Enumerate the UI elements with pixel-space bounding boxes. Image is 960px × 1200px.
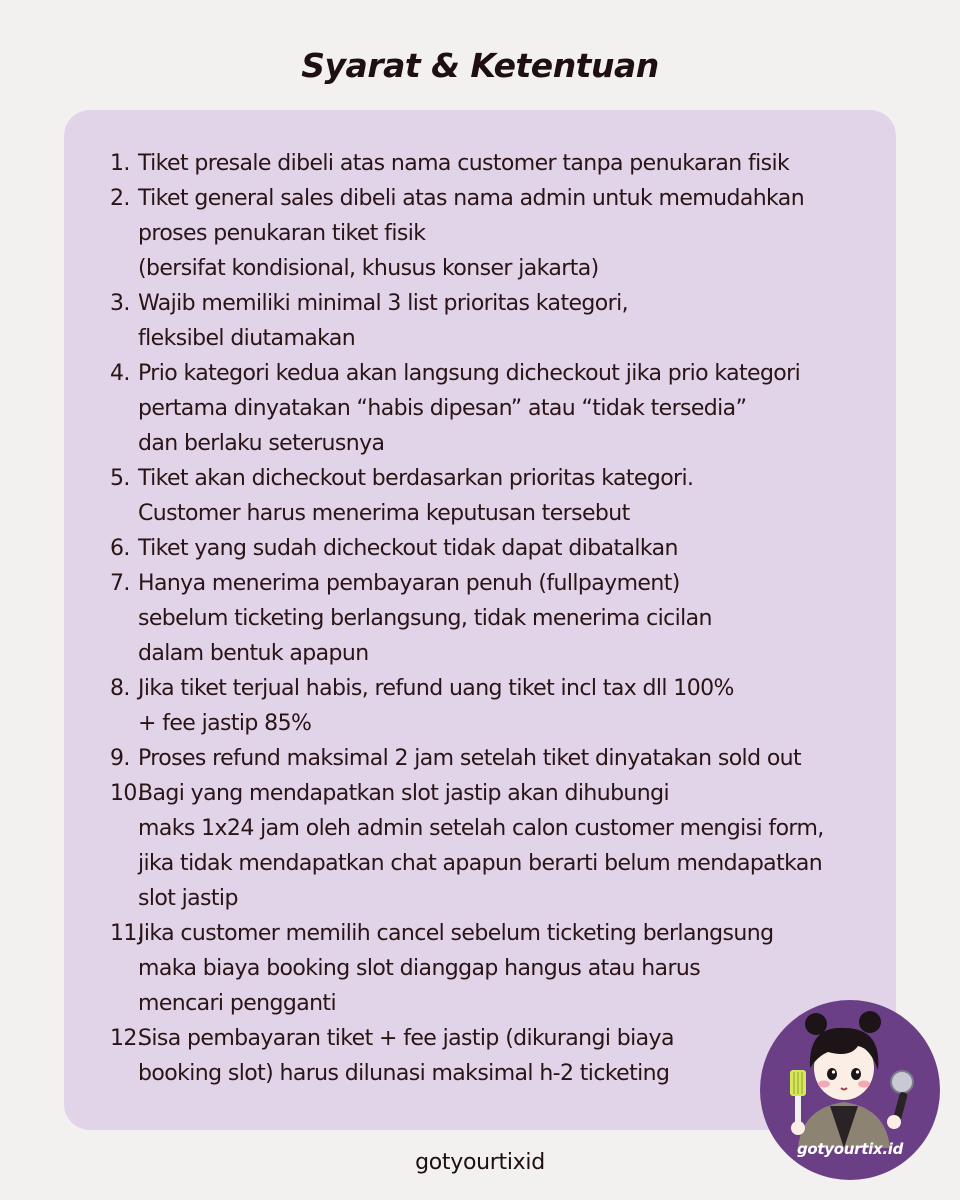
term-number: 1. (110, 151, 130, 176)
term-line: fleksibel diutamakan (138, 326, 356, 351)
term-line: Jika tiket terjual habis, refund uang tiket incl tax dll 100% (138, 676, 734, 701)
terms-list (110, 146, 890, 1091)
term-line: + fee jastip 85% (138, 711, 312, 736)
term-number: 5. (110, 466, 130, 491)
term-number: 8. (110, 676, 130, 701)
term-line: Hanya menerima pembayaran penuh (fullpayment) (138, 571, 680, 596)
term-text (138, 566, 890, 671)
term-line: booking slot) harus dilunasi maksimal h-2 ticketing (138, 1061, 670, 1086)
term-line: Proses refund maksimal 2 jam setelah tiket dinyatakan sold out (138, 746, 802, 771)
term-line: jika tidak mendapatkan chat apapun berarti belum mendapatkan (138, 851, 823, 876)
term-line: Wajib memiliki minimal 3 list prioritas kategori, (138, 291, 628, 316)
page-title: Syarat & Ketentuan (301, 46, 659, 85)
term-text (138, 181, 890, 286)
term-line: Tiket yang sudah dicheckout tidak dapat dibatalkan (138, 536, 678, 561)
term-line: (bersifat kondisional, khusus konser jakarta) (138, 256, 599, 281)
term-text (138, 461, 890, 531)
term-item (110, 146, 890, 181)
term-text (138, 286, 890, 356)
term-line: Sisa pembayaran tiket + fee jastip (dikurangi biaya (138, 1026, 674, 1051)
term-line: proses penukaran tiket fisik (138, 221, 426, 246)
term-text (138, 776, 890, 916)
term-item (110, 461, 890, 531)
term-line: pertama dinyatakan “habis dipesan” atau “tidak tersedia” (138, 396, 747, 421)
term-item (110, 776, 890, 916)
term-line: Tiket presale dibeli atas nama customer tanpa penukaran fisik (138, 151, 790, 176)
term-number: 10. (110, 781, 144, 806)
term-item (110, 741, 890, 776)
term-number: 3. (110, 291, 130, 316)
term-line: Jika customer memilih cancel sebelum ticketing berlangsung (138, 921, 774, 946)
term-number: 9. (110, 746, 130, 771)
term-line: Tiket akan dicheckout berdasarkan prioritas kategori. (138, 466, 694, 491)
term-line: Customer harus menerima keputusan tersebut (138, 501, 630, 526)
term-text (138, 356, 890, 461)
term-number: 7. (110, 571, 130, 596)
term-item (110, 531, 890, 566)
term-number: 4. (110, 361, 130, 386)
term-number: 6. (110, 536, 130, 561)
brand-logo (758, 998, 942, 1182)
term-text (138, 531, 890, 566)
term-item (110, 286, 890, 356)
footer-handle: gotyourtixid (415, 1150, 545, 1175)
term-line: sebelum ticketing berlangsung, tidak menerima cicilan (138, 606, 712, 631)
term-item (110, 671, 890, 741)
term-line: Tiket general sales dibeli atas nama admin untuk memudahkan (138, 186, 805, 211)
term-line: Prio kategori kedua akan langsung dicheckout jika prio kategori (138, 361, 801, 386)
term-number: 2. (110, 186, 130, 211)
term-item (110, 356, 890, 461)
term-text (138, 741, 890, 776)
term-line: dalam bentuk apapun (138, 641, 369, 666)
logo-text: gotyourtix.id (796, 1140, 904, 1158)
term-text (138, 146, 890, 181)
term-line: dan berlaku seterusnya (138, 431, 385, 456)
term-text (138, 671, 890, 741)
term-item (110, 566, 890, 671)
term-line: maks 1x24 jam oleh admin setelah calon customer mengisi form, (138, 816, 824, 841)
term-number: 11. (110, 921, 144, 946)
term-line: mencari pengganti (138, 991, 336, 1016)
term-line: Bagi yang mendapatkan slot jastip akan dihubungi (138, 781, 669, 806)
term-number: 12. (110, 1026, 144, 1051)
term-line: maka biaya booking slot dianggap hangus atau harus (138, 956, 701, 981)
term-item (110, 181, 890, 286)
term-line: slot jastip (138, 886, 238, 911)
